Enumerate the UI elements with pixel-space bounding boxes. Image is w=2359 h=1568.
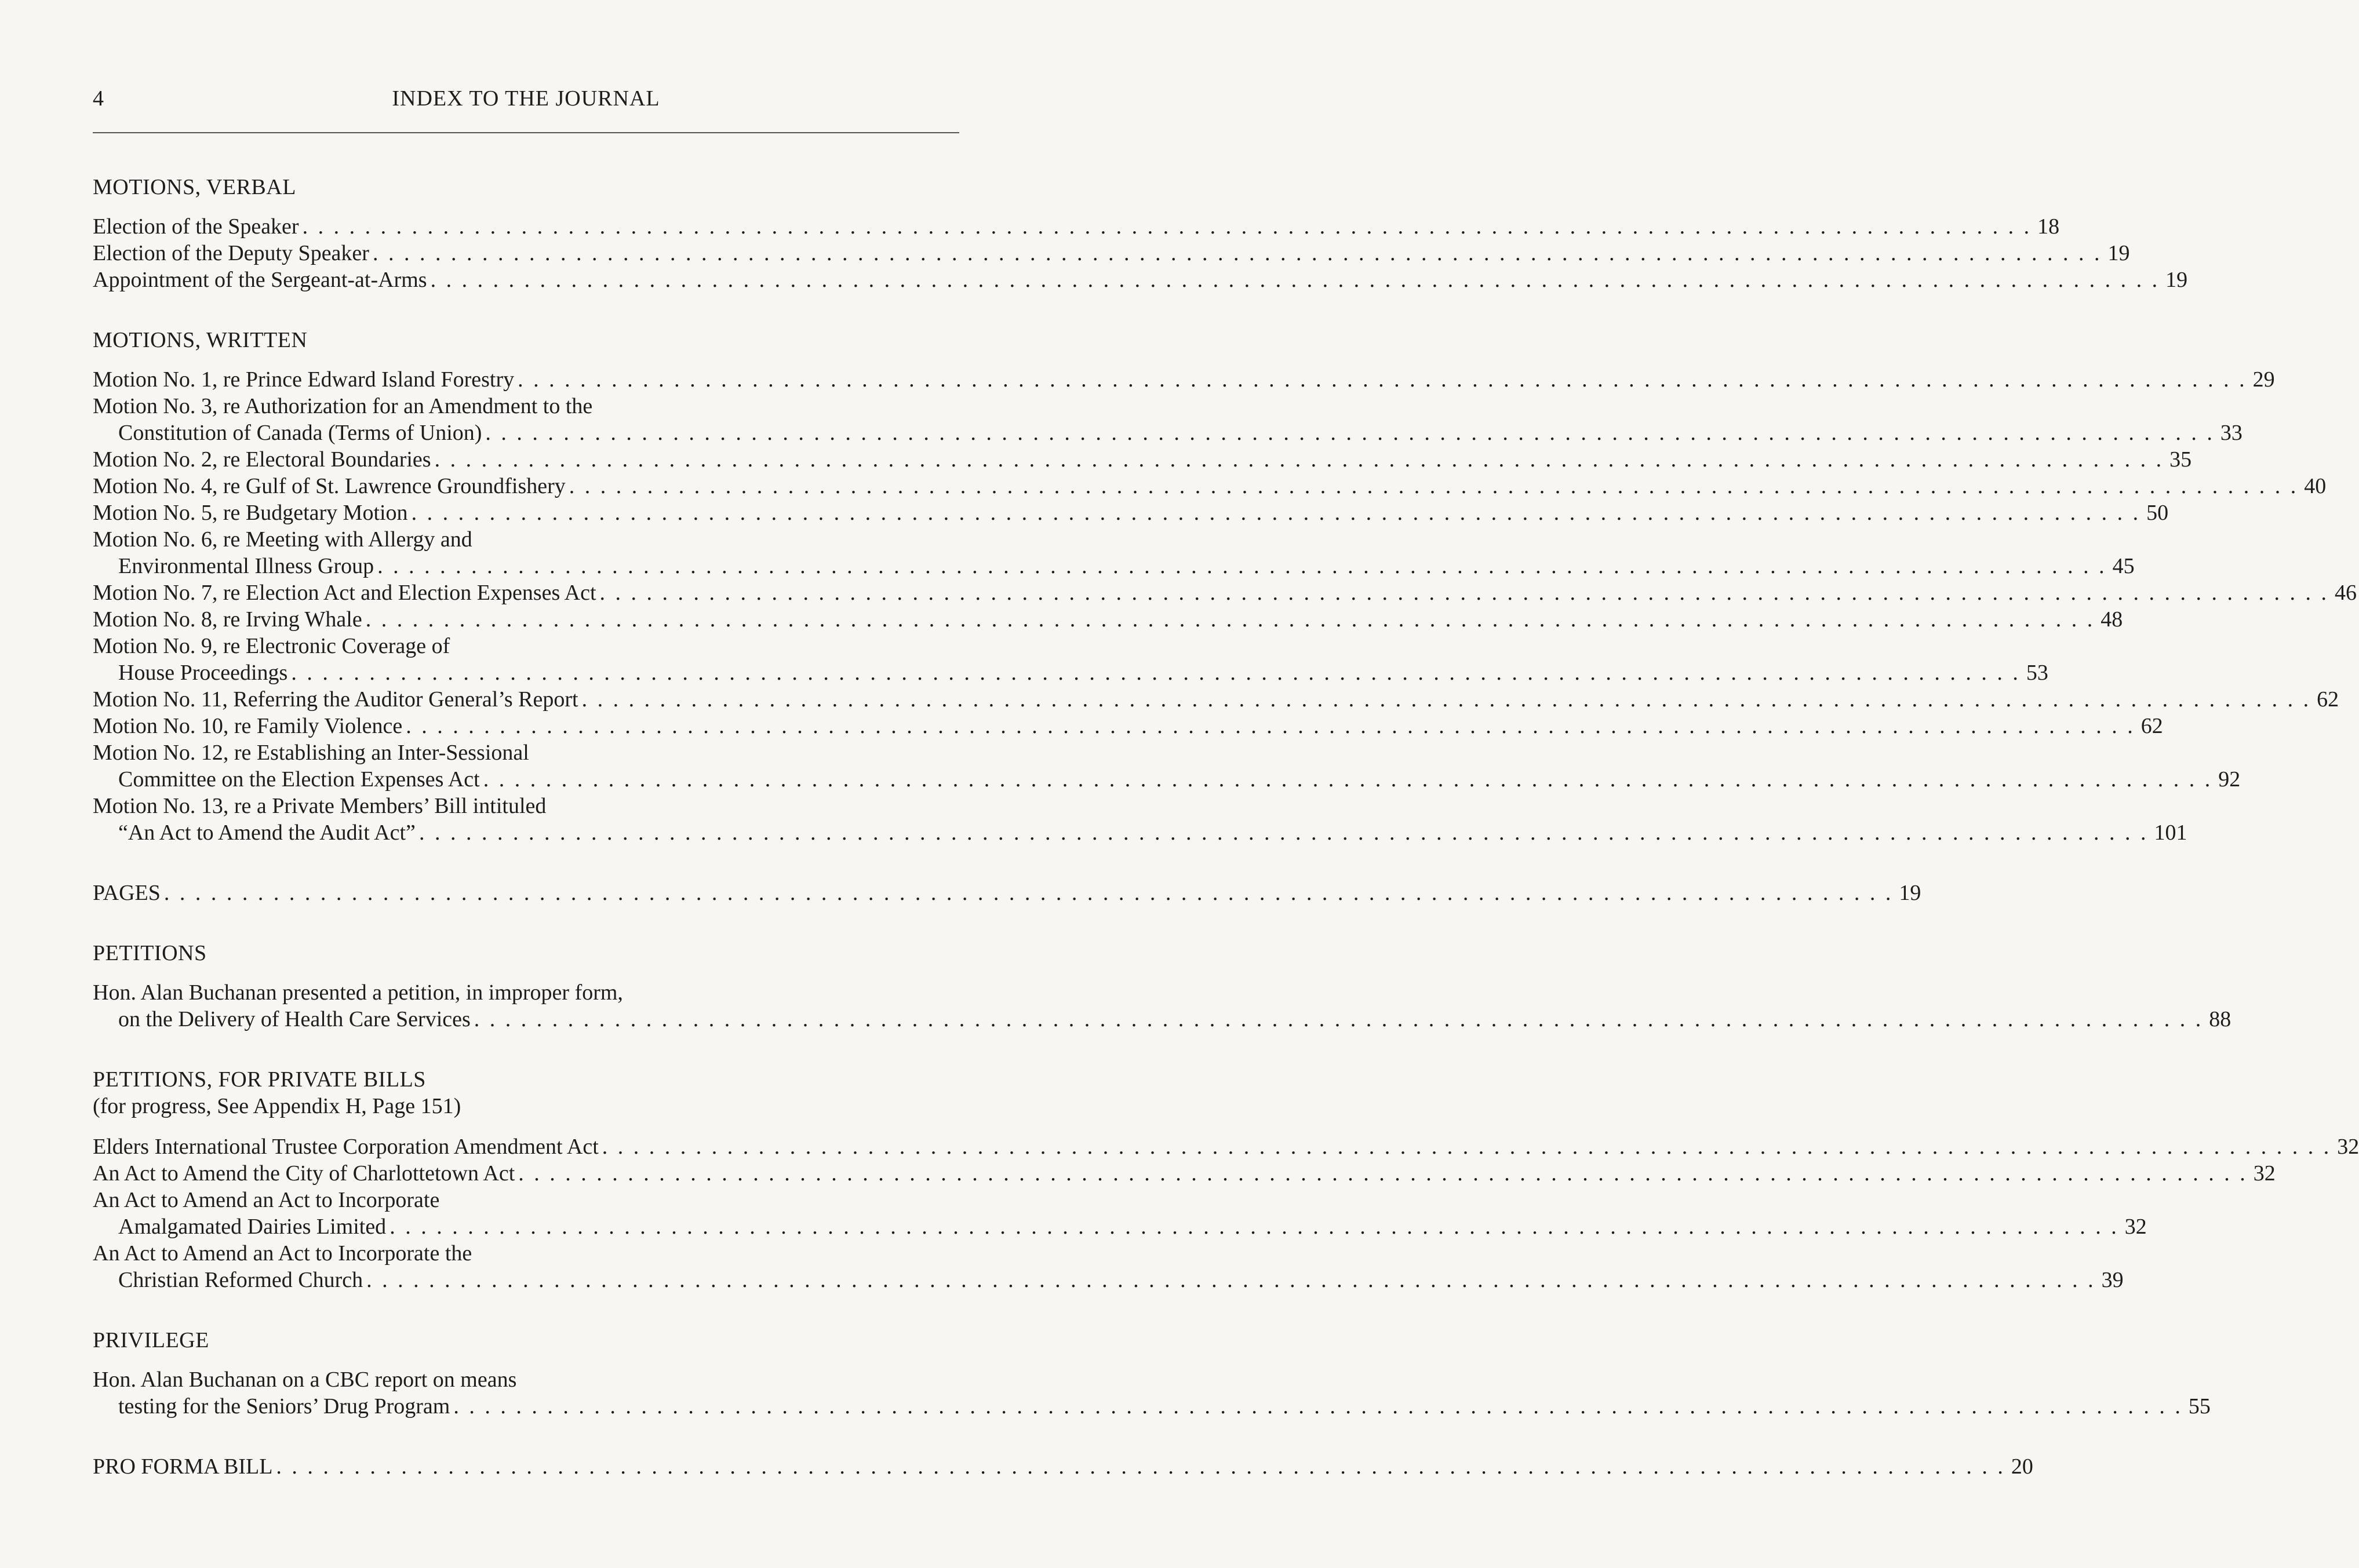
dot-leader: . . . . . . . . . . . . . . . . . . . . . . . . . . . . . . . . . . . . . . . . . . . . . . . . . . . . . . . . . . . . . . . . . . . . . . . . . . . . . . . . . . . . . . . . . . . . . . . . . . . . . . . . . . . . . . . [518,367,2247,392]
entry-text: House Proceedings [118,661,288,685]
section-heading: PETITIONS, FOR PRIVATE BILLS [93,1067,426,1092]
page-reference: 18 [2037,214,2060,239]
page-number: 4 [93,86,104,111]
page-reference: 32 [2124,1215,2147,1239]
entry-line [93,1006,2231,1033]
dot-leader: . . . . . . . . . . . . . . . . . . . . . . . . . . . . . . . . . . . . . . . . . . . . . . . . . . . . . . . . . . . . . . . . . . . . . . . . . . . . . . . . . . . . . . . . . . . . . . . . . . . . . . . . . . . . . . . [372,241,2102,265]
page-reference: 88 [2209,1007,2231,1031]
index-entry [93,1187,2147,1240]
section-subheading: (for progress, See Appendix H, Page 151) [93,1094,461,1118]
entry-text: Motion No. 1, re Prince Edward Island Forestry [93,367,515,392]
entry-line [93,793,959,819]
entry-list [93,213,2188,293]
entry-line [93,659,2048,686]
entry-line [93,1267,2124,1293]
entry-text: Motion No. 8, re Irving Whale [93,607,362,632]
index-entry [93,793,2187,846]
page-header [93,86,959,116]
entry-text: Elders International Trustee Corporation Amendment Act [93,1135,599,1159]
index-entry [93,713,2163,739]
entry-line [93,1133,2359,1160]
dot-leader: . . . . . . . . . . . . . . . . . . . . . . . . . . . . . . . . . . . . . . . . . . . . . . . . . . . . . . . . . . . . . . . . . . . . . . . . . . . . . . . . . . . . . . . . . . . . . . . . . . . . . . . . . . . . . . . [453,1394,2183,1419]
entry-line [93,1187,959,1213]
index-section-pages [93,880,1921,906]
page-reference: 19 [2107,241,2130,265]
entry-text: Hon. Alan Buchanan presented a petition, in improper form, [93,980,623,1005]
entry-text: Committee on the Election Expenses Act [118,767,480,792]
entry-line [93,686,2339,713]
index-section-petitions-private-bills [93,1066,2359,1293]
dot-leader: . . . . . . . . . . . . . . . . . . . . . . . . . . . . . . . . . . . . . . . . . . . . . . . . . . . . . . . . . . . . . . . . . . . . . . . . . . . . . . . . . . . . . . . . . . . . . . . . . . . . . . . . . . . . . . . [483,767,2213,792]
dot-leader: . . . . . . . . . . . . . . . . . . . . . . . . . . . . . . . . . . . . . . . . . . . . . . . . . . . . . . . . . . . . . . . . . . . . . . . . . . . . . . . . . . . . . . . . . . . . . . . . . . . . . . . . . . . . . . . [602,1135,2332,1159]
page-reference: 55 [2188,1394,2211,1419]
entry-list [93,366,2357,846]
running-title: INDEX TO THE JOURNAL [392,86,660,111]
page-reference: 19 [1899,881,1921,905]
page-reference: 92 [2218,767,2241,792]
index-entry [93,213,2060,240]
dot-leader: . . . . . . . . . . . . . . . . . . . . . . . . . . . . . . . . . . . . . . . . . . . . . . . . . . . . . . . . . . . . . . . . . . . . . . . . . . . . . . . . . . . . . . . . . . . . . . . . . . . . . . . . . . . . . . . [569,474,2299,498]
index-entry [93,393,2242,446]
entry-text: Motion No. 5, re Budgetary Motion [93,501,408,525]
page-reference: 32 [2253,1161,2276,1186]
page-reference: 53 [2026,661,2048,685]
index-section-privilege [93,1327,2211,1420]
entry-line [93,473,2327,499]
dot-leader: . . . . . . . . . . . . . . . . . . . . . . . . . . . . . . . . . . . . . . . . . . . . . . . . . . . . . . . . . . . . . . . . . . . . . . . . . . . . . . . . . . . . . . . . . . . . . . . . . . . . . . . . . . . . . . . [365,607,2095,632]
entry-text: Amalgamated Dairies Limited [118,1215,387,1239]
entry-text: An Act to Amend an Act to Incorporate the [93,1241,472,1266]
dot-leader: . . . . . . . . . . . . . . . . . . . . . . . . . . . . . . . . . . . . . . . . . . . . . . . . . . . . . . . . . . . . . . . . . . . . . . . . . . . . . . . . . . . . . . . . . . . . . . . . . . . . . . . . . . . . . . . [276,1454,2005,1479]
section-heading-row [93,880,1921,906]
page-reference: 40 [2304,474,2327,498]
entry-text: Election of the Speaker [93,214,299,239]
index-entry [93,606,2123,633]
page-reference: 62 [2317,687,2339,712]
index-entry [93,686,2339,713]
entry-line [93,1240,959,1267]
entry-line [93,420,2242,446]
index-section-pro-forma-bill [93,1453,2033,1480]
entry-line [93,606,2123,633]
entry-line [93,713,2163,739]
page-reference: 32 [2337,1135,2359,1159]
entry-line [93,1160,2276,1187]
page-reference: 19 [2165,268,2188,292]
entry-line [93,213,2060,240]
entry-list [93,979,2231,1033]
entry-text: An Act to Amend the City of Charlottetown Act [93,1161,515,1186]
dot-leader: . . . . . . . . . . . . . . . . . . . . . . . . . . . . . . . . . . . . . . . . . . . . . . . . . . . . . . . . . . . . . . . . . . . . . . . . . . . . . . . . . . . . . . . . . . . . . . . . . . . . . . . . . . . . . . . [163,881,1894,905]
entry-text: An Act to Amend an Act to Incorporate [93,1188,440,1212]
index-entry [93,579,2357,606]
page-reference: 62 [2140,714,2163,738]
index-entry [93,366,2275,393]
index-entry [93,979,2231,1033]
entry-line [93,819,2187,846]
dot-leader: . . . . . . . . . . . . . . . . . . . . . . . . . . . . . . . . . . . . . . . . . . . . . . . . . . . . . . . . . . . . . . . . . . . . . . . . . . . . . . . . . . . . . . . . . . . . . . . . . . . . . . . . . . . . . . . [366,1268,2096,1292]
entry-text: Motion No. 6, re Meeting with Allergy and [93,527,472,552]
entry-line [93,739,959,766]
index-entry [93,473,2327,499]
entry-line [93,579,2357,606]
index-section-motions-written [93,327,2357,846]
dot-leader: . . . . . . . . . . . . . . . . . . . . . . . . . . . . . . . . . . . . . . . . . . . . . . . . . . . . . . . . . . . . . . . . . . . . . . . . . . . . . . . . . . . . . . . . . . . . . . . . . . . . . . . . . . . . . . . [599,581,2329,605]
index-entry [93,739,2241,793]
entry-line [93,1366,959,1393]
dot-leader: . . . . . . . . . . . . . . . . . . . . . . . . . . . . . . . . . . . . . . . . . . . . . . . . . . . . . . . . . . . . . . . . . . . . . . . . . . . . . . . . . . . . . . . . . . . . . . . . . . . . . . . . . . . . . . . [389,1215,2119,1239]
entry-line [93,766,2241,793]
index-entry [93,1240,2124,1293]
index-entry [93,240,2130,267]
entry-line [93,240,2130,267]
entry-line [93,1393,2211,1420]
index-entry [93,499,2169,526]
index-entry [93,1366,2211,1420]
entry-text: on the Delivery of Health Care Services [118,1007,471,1031]
index-entry [93,526,2135,579]
dot-leader: . . . . . . . . . . . . . . . . . . . . . . . . . . . . . . . . . . . . . . . . . . . . . . . . . . . . . . . . . . . . . . . . . . . . . . . . . . . . . . . . . . . . . . . . . . . . . . . . . . . . . . . . . . . . . . . [291,661,2021,685]
index-entry [93,1133,2359,1160]
entry-line [93,366,2275,393]
index-entry [93,267,2188,293]
section-heading: PRIVILEGE [93,1328,209,1352]
index-section-petitions [93,940,2231,1033]
entry-text: Hon. Alan Buchanan on a CBC report on means [93,1368,517,1392]
entry-text: Motion No. 10, re Family Violence [93,714,403,738]
section-heading: PRO FORMA BILL [93,1454,273,1479]
entry-text: testing for the Seniors’ Drug Program [118,1394,450,1419]
entry-text: Motion No. 3, re Authorization for an Amendment to the [93,394,593,418]
index-entry [93,446,2192,473]
entry-list [93,1133,2359,1293]
dot-leader: . . . . . . . . . . . . . . . . . . . . . . . . . . . . . . . . . . . . . . . . . . . . . . . . . . . . . . . . . . . . . . . . . . . . . . . . . . . . . . . . . . . . . . . . . . . . . . . . . . . . . . . . . . . . . . . [430,268,2160,292]
header-rule [93,132,959,133]
entry-text: Christian Reformed Church [118,1268,363,1292]
entry-text: Environmental Illness Group [118,554,374,578]
entry-line [93,553,2135,579]
index-entry [93,633,2048,686]
section-heading: MOTIONS, WRITTEN [93,328,308,352]
entry-line [93,633,959,659]
entry-line [93,499,2169,526]
page-reference: 45 [2112,554,2135,578]
section-heading: MOTIONS, VERBAL [93,175,296,199]
entry-text: Motion No. 11, Referring the Auditor General’s Report [93,687,578,712]
dot-leader: . . . . . . . . . . . . . . . . . . . . . . . . . . . . . . . . . . . . . . . . . . . . . . . . . . . . . . . . . . . . . . . . . . . . . . . . . . . . . . . . . . . . . . . . . . . . . . . . . . . . . . . . . . . . . . . [411,501,2141,525]
entry-text: Motion No. 7, re Election Act and Election Expenses Act [93,581,596,605]
page-reference: 46 [2335,581,2357,605]
section-heading: PAGES [93,881,161,905]
page-reference: 101 [2154,821,2187,845]
dot-leader: . . . . . . . . . . . . . . . . . . . . . . . . . . . . . . . . . . . . . . . . . . . . . . . . . . . . . . . . . . . . . . . . . . . . . . . . . . . . . . . . . . . . . . . . . . . . . . . . . . . . . . . . . . . . . . . [485,421,2215,445]
dot-leader: . . . . . . . . . . . . . . . . . . . . . . . . . . . . . . . . . . . . . . . . . . . . . . . . . . . . . . . . . . . . . . . . . . . . . . . . . . . . . . . . . . . . . . . . . . . . . . . . . . . . . . . . . . . . . . . [474,1007,2204,1031]
section-heading: PETITIONS [93,941,207,965]
entry-line [93,526,959,553]
entry-text: Motion No. 12, re Establishing an Inter-Sessional [93,741,529,765]
page-reference: 35 [2169,447,2192,472]
entry-text: Election of the Deputy Speaker [93,241,369,265]
page-reference: 48 [2100,607,2123,632]
dot-leader: . . . . . . . . . . . . . . . . . . . . . . . . . . . . . . . . . . . . . . . . . . . . . . . . . . . . . . . . . . . . . . . . . . . . . . . . . . . . . . . . . . . . . . . . . . . . . . . . . . . . . . . . . . . . . . . [518,1161,2248,1186]
entry-text: Motion No. 2, re Electoral Boundaries [93,447,431,472]
page-reference: 39 [2101,1268,2124,1292]
index-body [93,174,2359,1514]
page-reference: 33 [2220,421,2242,445]
page-reference: 20 [2011,1454,2033,1479]
entry-line [93,1213,2147,1240]
index-section-motions-verbal [93,174,2188,293]
entry-text: Appointment of the Sergeant-at-Arms [93,268,427,292]
dot-leader: . . . . . . . . . . . . . . . . . . . . . . . . . . . . . . . . . . . . . . . . . . . . . . . . . . . . . . . . . . . . . . . . . . . . . . . . . . . . . . . . . . . . . . . . . . . . . . . . . . . . . . . . . . . . . . . [377,554,2107,578]
entry-text: Motion No. 13, re a Private Members’ Bill intituled [93,794,547,818]
entry-text: Motion No. 4, re Gulf of St. Lawrence Groundfishery [93,474,566,498]
entry-line [93,267,2188,293]
entry-list [93,1366,2211,1420]
entry-line [93,979,959,1006]
dot-leader: . . . . . . . . . . . . . . . . . . . . . . . . . . . . . . . . . . . . . . . . . . . . . . . . . . . . . . . . . . . . . . . . . . . . . . . . . . . . . . . . . . . . . . . . . . . . . . . . . . . . . . . . . . . . . . . [418,821,2149,845]
dot-leader: . . . . . . . . . . . . . . . . . . . . . . . . . . . . . . . . . . . . . . . . . . . . . . . . . . . . . . . . . . . . . . . . . . . . . . . . . . . . . . . . . . . . . . . . . . . . . . . . . . . . . . . . . . . . . . . [434,447,2164,472]
dot-leader: . . . . . . . . . . . . . . . . . . . . . . . . . . . . . . . . . . . . . . . . . . . . . . . . . . . . . . . . . . . . . . . . . . . . . . . . . . . . . . . . . . . . . . . . . . . . . . . . . . . . . . . . . . . . . . . [406,714,2135,738]
section-heading-row [93,1453,2033,1480]
entry-text: Constitution of Canada (Terms of Union) [118,421,482,445]
page-reference: 29 [2252,367,2275,392]
dot-leader: . . . . . . . . . . . . . . . . . . . . . . . . . . . . . . . . . . . . . . . . . . . . . . . . . . . . . . . . . . . . . . . . . . . . . . . . . . . . . . . . . . . . . . . . . . . . . . . . . . . . . . . . . . . . . . . [302,214,2032,239]
entry-text: Motion No. 9, re Electronic Coverage of [93,634,450,658]
entry-line [93,393,959,420]
index-entry [93,1160,2276,1187]
entry-line [93,446,2192,473]
page-reference: 50 [2146,501,2169,525]
dot-leader: . . . . . . . . . . . . . . . . . . . . . . . . . . . . . . . . . . . . . . . . . . . . . . . . . . . . . . . . . . . . . . . . . . . . . . . . . . . . . . . . . . . . . . . . . . . . . . . . . . . . . . . . . . . . . . . [581,687,2311,712]
entry-text: “An Act to Amend the Audit Act” [118,821,416,845]
